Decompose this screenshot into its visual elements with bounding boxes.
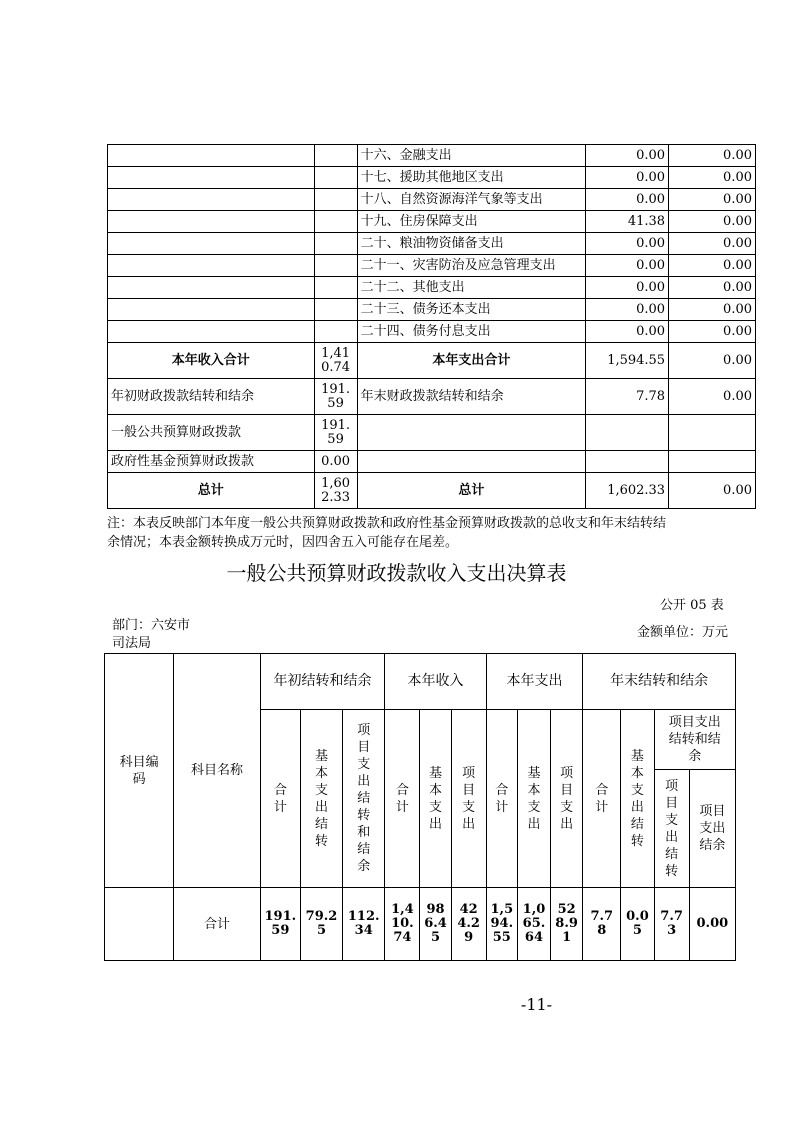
grand-total-carry: 0.00 <box>669 473 756 509</box>
expense-header: 本年支出 <box>486 654 582 710</box>
begin-total-value: 191.59 <box>260 888 300 961</box>
income-expense-total-row <box>108 343 756 379</box>
income-total-header: 合计 <box>385 710 420 888</box>
department-line2: 司法局 <box>112 636 152 651</box>
expense-amount: 41.38 <box>586 211 669 233</box>
begin-basic-value: 79.25 <box>300 888 342 961</box>
table-row <box>108 211 756 233</box>
end-project-header: 项目支出结转和结余 <box>654 710 735 770</box>
carryover-amount: 0.00 <box>669 299 756 321</box>
carryover-row <box>108 379 756 415</box>
table-row <box>108 299 756 321</box>
begin-carryover-value: 191.59 <box>314 379 357 415</box>
expense-amount: 0.00 <box>586 255 669 277</box>
expense-item: 二十四、债务付息支出 <box>357 321 586 343</box>
expense-total-value: 1,594.55 <box>586 343 669 379</box>
expense-amount: 0.00 <box>586 167 669 189</box>
carryover-amount: 0.00 <box>669 277 756 299</box>
grand-total-label: 总计 <box>108 473 315 509</box>
department-line1: 部门：六安市 <box>112 618 191 633</box>
expense-item: 十九、住房保障支出 <box>357 211 586 233</box>
table-row <box>108 255 756 277</box>
expense-item: 十七、援助其他地区支出 <box>357 167 586 189</box>
form-number: 公开 05 表 <box>660 598 724 613</box>
subject-name-header: 科目名称 <box>174 654 260 888</box>
table-row <box>108 167 756 189</box>
income-basic-value: 986.45 <box>420 888 451 961</box>
carryover-amount: 0.00 <box>669 189 756 211</box>
income-total-label: 本年收入合计 <box>108 343 315 379</box>
fund-budget-label: 政府性基金预算财政拨款 <box>108 451 315 473</box>
begin-carryover-label: 年初财政拨款结转和结余 <box>108 379 315 415</box>
end-project-carry-value: 7.73 <box>654 888 689 961</box>
total-row <box>105 888 736 961</box>
end-project-balance-header: 项目支出结余 <box>689 770 735 888</box>
begin-basic-header: 基本支出结转 <box>300 710 342 888</box>
fund-budget-value: 0.00 <box>314 451 357 473</box>
end-basic-value: 0.05 <box>621 888 654 961</box>
begin-project-header: 项目支出结转和结余 <box>343 710 385 888</box>
fund-budget-row <box>108 451 756 473</box>
end-carryover-carry: 0.00 <box>669 379 756 415</box>
total-row-label: 合计 <box>174 888 260 961</box>
table-note-line1: 注：本表反映部门本年度一般公共预算财政拨款和政府性基金预算财政拨款的总收支和年末结转结 <box>107 516 667 531</box>
begin-project-value: 112.34 <box>343 888 385 961</box>
table-row <box>108 233 756 255</box>
expense-amount: 0.00 <box>586 145 669 167</box>
end-project-balance-value: 0.00 <box>689 888 735 961</box>
grand-total-row <box>108 473 756 509</box>
expense-amount: 0.00 <box>586 321 669 343</box>
begin-total-header: 合计 <box>260 710 300 888</box>
end-balance-header: 年末结转和结余 <box>583 654 736 710</box>
end-total-header: 合计 <box>583 710 621 888</box>
general-budget-table <box>104 653 736 961</box>
table-note-line2: 余情况；本表金额转换成万元时，因四舍五入可能存在尾差。 <box>107 535 459 550</box>
expense-total-label: 本年支出合计 <box>357 343 586 379</box>
appropriation-summary-table <box>107 144 756 509</box>
end-basic-header: 基本支出结转 <box>621 710 654 888</box>
carryover-amount: 0.00 <box>669 255 756 277</box>
end-carryover-label: 年末财政拨款结转和结余 <box>357 379 586 415</box>
expense-amount: 0.00 <box>586 299 669 321</box>
income-project-value: 424.29 <box>451 888 486 961</box>
expense-project-value: 528.91 <box>551 888 583 961</box>
end-carryover-value: 7.78 <box>586 379 669 415</box>
end-project-carry-header: 项目支出结转 <box>654 770 689 888</box>
table-row <box>108 145 756 167</box>
grand-total-expense: 1,602.33 <box>586 473 669 509</box>
expense-item: 二十、粮油物资储备支出 <box>357 233 586 255</box>
income-header: 本年收入 <box>385 654 486 710</box>
expense-item: 十八、自然资源海洋气象等支出 <box>357 189 586 211</box>
page-number: -11- <box>520 995 553 1014</box>
expense-basic-value: 1,065.64 <box>517 888 550 961</box>
expense-item: 二十二、其他支出 <box>357 277 586 299</box>
subject-code-header: 科目编码 <box>105 654 174 888</box>
table-row <box>108 277 756 299</box>
table-row <box>108 189 756 211</box>
income-basic-header: 基本支出 <box>420 710 451 888</box>
expense-amount: 0.00 <box>586 189 669 211</box>
carryover-amount: 0.00 <box>669 167 756 189</box>
expense-item: 二十三、债务还本支出 <box>357 299 586 321</box>
general-budget-row <box>108 415 756 451</box>
table-row <box>108 321 756 343</box>
carryover-amount: 0.00 <box>669 321 756 343</box>
expense-item: 二十一、灾害防治及应急管理支出 <box>357 255 586 277</box>
expense-total-carry: 0.00 <box>669 343 756 379</box>
income-total-value: 1,410.74 <box>385 888 420 961</box>
carryover-amount: 0.00 <box>669 233 756 255</box>
income-total-value: 1,410.74 <box>314 343 357 379</box>
carryover-amount: 0.00 <box>669 211 756 233</box>
income-project-header: 项目支出 <box>451 710 486 888</box>
general-budget-value: 191.59 <box>314 415 357 451</box>
page-title: 一般公共预算财政拨款收入支出决算表 <box>226 561 567 585</box>
header-row <box>105 654 736 710</box>
general-budget-label: 一般公共预算财政拨款 <box>108 415 315 451</box>
amount-unit: 金额单位：万元 <box>637 625 729 640</box>
expense-project-header: 项目支出 <box>551 710 583 888</box>
expense-total-value: 1,594.55 <box>486 888 517 961</box>
begin-balance-header: 年初结转和结余 <box>260 654 385 710</box>
end-total-value: 7.78 <box>583 888 621 961</box>
grand-total-income: 1,602.33 <box>314 473 357 509</box>
carryover-amount: 0.00 <box>669 145 756 167</box>
expense-item: 十六、金融支出 <box>357 145 586 167</box>
expense-basic-header: 基本支出 <box>517 710 550 888</box>
expense-amount: 0.00 <box>586 277 669 299</box>
expense-total-header: 合计 <box>486 710 517 888</box>
grand-total-label-expense: 总计 <box>357 473 586 509</box>
expense-amount: 0.00 <box>586 233 669 255</box>
